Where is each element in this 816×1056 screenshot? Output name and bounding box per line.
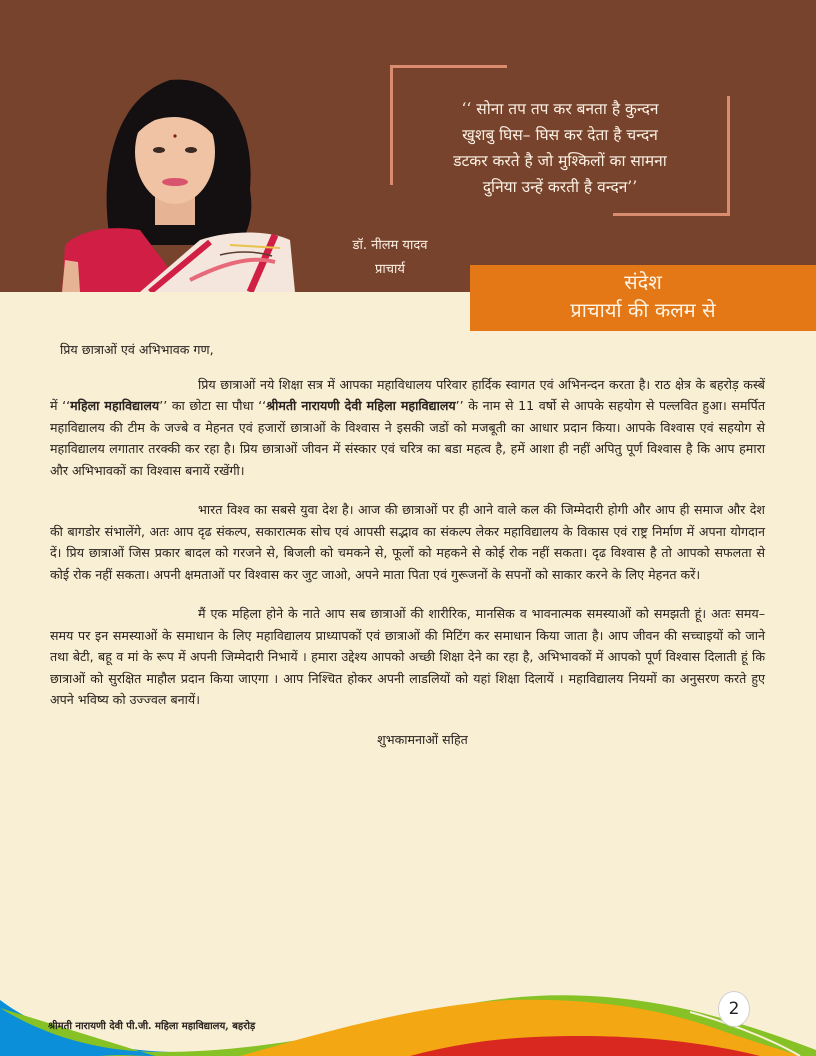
principal-photo xyxy=(40,30,305,292)
section-title: संदेश xyxy=(624,270,662,294)
footer-waves xyxy=(0,960,816,1056)
quote-bracket-right xyxy=(727,96,730,216)
principal-name: डॉ. नीलम यादव xyxy=(352,238,428,253)
college-short-name: महिला महाविद्यालय xyxy=(70,398,160,413)
paragraph-2: भारत विश्व का सबसे युवा देश है। आज की छात्राओं पर ही आने वाले कल की जिम्मेदारी होगी और आप ही समाज और देश की बागडोर संभालेंगे, अतः आप दृढ संकल्प, सकारात्मक सोच एवं आपसी सद्भाव का संकल्प लेकर महाविद्यालय के विकास एवं राष्ट्र निर्माण में अपना योगदान दें। प्रिय छात्राओं जिस प्रकार बादल को गरजने से, बिजली को चमकने से, फूलों को महकने से कोई रोक नहीं सकता। दृढ विश्वास है तो आपको सफलता से कोई रोक नहीं सकता। अपनी क्षमताओं पर विश्वास कर जुट जाओ, अपने माता पिता एवं गुरूजनों के सपनों को साकार करने के लिए मेहनत करें। xyxy=(50,502,765,582)
paragraph-1: प्रिय छात्राओं नये शिक्षा सत्र में आपका महाविधालय परिवार हार्दिक स्वागत एवं अभिनन्दन करता है। राठ क्षेत्र के बहरोड़ कस्बें में ‘‘महिला महाविद्यालय’’ का छोटा सा पौधा ‘‘श्रीमती नारायणी देवी महिला महाविद्यालय’’ के नाम से 11 वर्षो से आपके सहयोग से पल्लवित हुआ। समर्पित महाविद्यालय की टीम के जज्बे व मेहनत एवं हजारों छात्राओं के विश्वास ने इसकी जडों को मजबूती का आधार प्रदान किया। आपके विश्वास एवं सहयोग से महाविद्यालय लगातार तरक्की कर रहा है। प्रिय छात्राओं जीवन में संस्कार एवं चरित्र का बडा महत्व है, हमें आशा ही नहीं अपितु पूर्ण विश्वास है कि आप हमारा और अभिभावकों का विश्वास बनायें रखेंगी। xyxy=(50,376,765,478)
paragraph-3: मैं एक महिला होने के नाते आप सब छात्राओं की शारीरिक, मानसिक व भावनात्मक समस्याओं को समझती हूं। अतः समय–समय पर इन समस्याओं के समाधान के लिए महाविद्यालय प्राध्यापकों एवं छात्राओं की मिटिंग कर समाधान किया जाता है। आप जीवन की सच्चाइयों को जाने तथा बेटी, बहू व मां के रूप में अपनी जिम्मेदारी निभायें । हमारा उद्देश्य आपको अच्छी शिक्षा देने का रहा है, अभिभावकों में आपको पूर्ण विश्वास दिलाती हूं कि छात्राओं को सुरक्षित माहौल प्रदान किया जाएगा । आप निश्चित होकर अपनी लाडलियों को यहां शिक्षा दिलायें । महाविद्यालय नियमों का अनुसरण करते हुए अपने भविष्य को उज्ज्वल बनायें। xyxy=(50,606,765,707)
quote-bracket-bottom xyxy=(613,213,730,216)
principal-caption xyxy=(320,234,460,282)
quote-line: दुनिया उन्हें करती है वन्दन’’ xyxy=(482,178,638,196)
salutation: प्रिय छात्राओं एवं अभिभावक गण, xyxy=(60,342,214,357)
page-number: 2 xyxy=(718,991,750,1027)
quote-line: खुशबु घिस– घिस कर देता है चन्दन xyxy=(462,126,658,144)
quote-block xyxy=(400,96,720,200)
quote-line: डटकर करते है जो मुश्किलों का सामना xyxy=(453,152,667,170)
section-subtitle: प्राचार्या की कलम से xyxy=(570,298,716,322)
quote-bracket-left xyxy=(390,65,393,185)
college-full-name: श्रीमती नारायणी देवी महिला महाविद्यालय xyxy=(266,398,456,413)
quote-bracket-top xyxy=(390,65,507,68)
letter-body xyxy=(50,339,765,750)
section-title-box xyxy=(470,265,816,331)
footer-college-name: श्रीमती नारायणी देवी पी.जी. महिला महाविद्यालय, बहरोड़ xyxy=(48,1021,256,1032)
quote-line: ‘‘ सोना तप तप कर बनता है कुन्दन xyxy=(461,100,659,118)
principal-title: प्राचार्य xyxy=(375,262,405,277)
closing-line: शुभकामनाओं सहित xyxy=(377,731,468,747)
